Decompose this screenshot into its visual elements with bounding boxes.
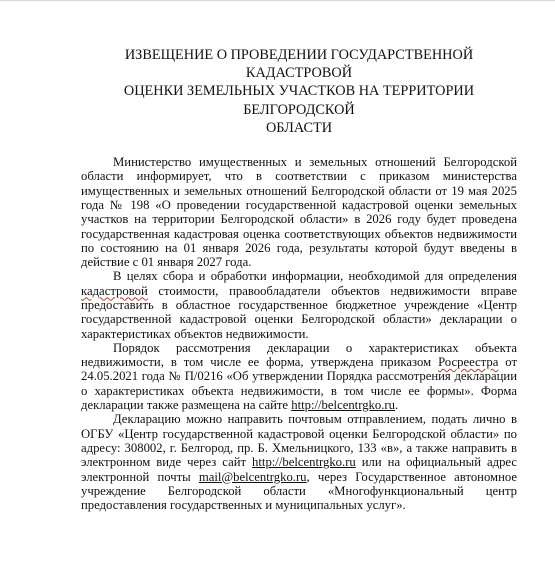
paragraph-2-flagged-word: кадастровой <box>81 283 148 298</box>
title-line-2: ОЦЕНКИ ЗЕМЕЛЬНЫХ УЧАСТКОВ НА ТЕРРИТОРИИ БЕЛГОРОДСКОЙ <box>123 83 475 118</box>
document-body <box>81 46 517 512</box>
paragraph-2-text-a: В целях сбора и обработки информации, необходимой для определения <box>113 269 517 284</box>
paragraph-2 <box>81 269 517 340</box>
paragraph-3-flagged-word: Росреестра <box>438 355 499 370</box>
paragraph-1 <box>81 155 517 269</box>
site-link-2[interactable]: http://belcentrgko.ru <box>252 455 356 470</box>
site-link-1[interactable]: http://belcentrgko.ru <box>291 398 395 413</box>
paragraph-4-text-b: или на официальный адрес электронной почты <box>81 455 517 484</box>
paragraph-2-text-b: стоимости, правообладатели объектов недвижимости вправе предоставить в областное государственное бюджетное учреждение «Центр государственной кадастровой оценки Белгородской области» декларации о характеристиках объектов недвижимости. <box>81 283 517 341</box>
title-line-1: ИЗВЕЩЕНИЕ О ПРОВЕДЕНИИ ГОСУДАРСТВЕННОЙ КАДАСТРОВОЙ <box>124 47 474 82</box>
paragraph-1-text: Министерство имущественных и земельных отношений Белгородской области информирует, что в соответствии с приказом министерства имущественных и земельных отношений Белгородской области от 19 мая 2025 года № 198 «О проведении государственной кадастровой оценки земельных участков на территории Белгородской области» в 2026 году будет проведена государственная кадастровая оценка соответствующих объектов недвижимости по состоянию на 01 января 2026 года, результаты которой будут введены в действие с 01 января 2027 года. <box>81 155 517 270</box>
paragraph-4-text-c: , через Государственное автономное учреждение Белгородской области «Многофункциональный центр предоставления государственных и муниципальных услуг». <box>81 469 517 513</box>
paragraph-3-text-b: от 24.05.2021 года № П/0216 «Об утверждении Порядка рассмотрения декларации о характеристиках объекта недвижимости, в том числе ее формы». Форма декларации также размещена на сайте <box>81 355 517 413</box>
page-top-border <box>0 0 555 1</box>
paragraph-3-text-a: Порядок рассмотрения декларации о характеристиках объекта недвижимости, в том числе ее форма, утверждена приказом <box>81 340 517 370</box>
paragraph-3 <box>81 341 517 412</box>
paragraph-4-text-a: Декларацию можно направить почтовым отправлением, подать лично в ОГБУ «Центр государственной кадастровой оценки Белгородской области» по адресу: 308002, г. Белгород, пр. Б. Хмельницкого, 133 «в», а также направить в электронном виде через сайт <box>81 412 517 470</box>
paragraph-4 <box>81 412 517 512</box>
paragraph-3-end: . <box>394 398 399 413</box>
email-link[interactable]: mail@belcentrgko.ru <box>198 469 307 484</box>
notice-title <box>81 46 517 137</box>
title-line-3: ОБЛАСТИ <box>265 119 333 136</box>
